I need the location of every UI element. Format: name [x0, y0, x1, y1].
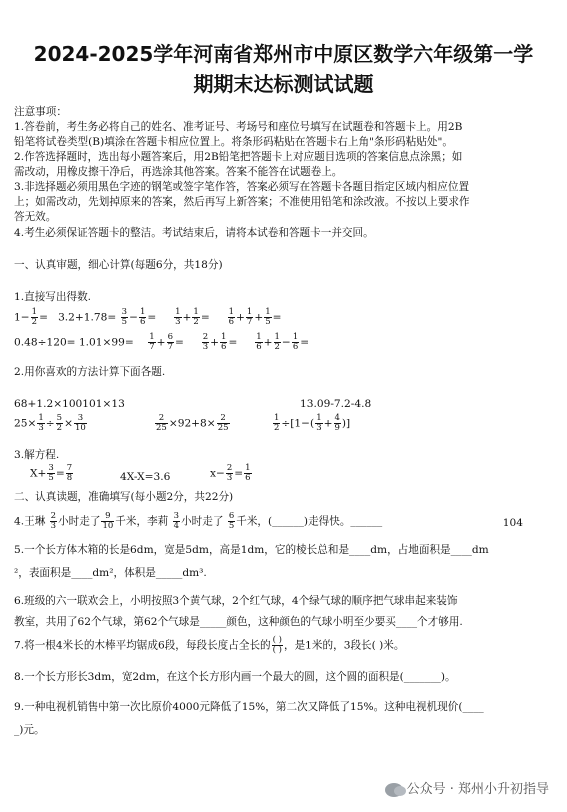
title-line-1: 2024-2025学年河南省郑州市中原区数学六年级第一学	[33, 42, 534, 66]
wechat-icon	[385, 783, 403, 797]
section-1-heading: 一、认真审题，细心计算(每题6分，共18分)	[14, 259, 223, 271]
q9-line-2: _)元。	[14, 724, 45, 736]
section-2-heading: 二、认真读题，准确填写(每小题2分，共22分)	[14, 491, 234, 503]
note-line: 需改动，用橡皮擦干净后，再选涂其他答案。答案不能答在试题卷上。	[14, 166, 343, 178]
title-line-2: 期期末达标测试试题	[193, 72, 374, 96]
q5-line-2: ²，表面积是____dm²，体积是_____dm³.	[14, 567, 207, 579]
q2-row-2-b: $\frac{2}{25}$ ×92+8× $\frac{2}{25}$	[156, 413, 229, 433]
q2-row-2-c: $\frac{1}{2}$ ÷[1−( $\frac{1}{3}$ + $\frac{4}{9}$ )]	[274, 413, 351, 433]
note-line: 4.考生必须保证答题卡的整洁。考试结束后，请将本试卷和答题卡一并交回。	[14, 227, 374, 239]
q1-row-1: 1− $\frac{1}{2}$ = 3.2+1.78= $\frac{3}{5}$ − $\frac{1}{6}$ = $\frac{1}{3}$ + $\frac{1}{2}$ = $\frac{1}{6}$ + $\frac{1}{7}$ + $\frac{1}{5}$ =	[14, 307, 282, 327]
q3-eq-c: x− $\frac{2}{3}$ = $\frac{1}{6}$	[210, 463, 251, 483]
q7: 7.将一根4米长的木棒平均锯成6段，每段长度占全长的 $\frac{( )}{( )}$ ，是1米的，3段长( )米。	[14, 635, 405, 655]
q2-heading: 2.用你喜欢的方法计算下面各题.	[14, 366, 166, 378]
note-line: 1.答卷前，考生务必将自己的姓名、准考证号、考场号和座位号填写在试题卷和答题卡上。用2B	[14, 121, 463, 133]
watermark: 公众号 · 郑州小升初指导	[385, 778, 549, 797]
q2-item: 13.09-7.2-4.8	[300, 398, 372, 410]
q3-heading: 3.解方程.	[14, 449, 60, 461]
q9-line-1: 9.一种电视机销售中第一次比原价4000元降低了15%，第二次又降低了15%。这种电视机现价(____	[14, 701, 484, 713]
q4: 4.王琳 $\frac{2}{3}$ 小时走了 $\frac{9}{10}$ 千米，李莉 $\frac{3}{4}$ 小时走了 $\frac{6}{5}$ 千米，(______)走得快。______	[14, 511, 383, 531]
q1-row-2: 0.48÷120= 1.01×99= $\frac{1}{7}$ + $\frac{6}{7}$ = $\frac{2}{3}$ + $\frac{1}{6}$ = $\frac{1}{6}$ + $\frac{1}{2}$ − $\frac{1}{6}$ =	[14, 332, 310, 352]
q3-eq-b: 4X-X=3.6	[120, 471, 171, 483]
q8: 8.一个长方形长3dm，宽2dm，在这个长方形内画一个最大的圆，这个圆的面积是(_______)。	[14, 671, 456, 683]
q2-item: 68+1.2×100101×13	[14, 398, 125, 410]
notes-heading: 注意事项：	[14, 106, 67, 118]
q1-heading: 1.直接写出得数.	[14, 291, 92, 303]
note-line: 3.非选择题必须用黑色字迹的钢笔或签字笔作答，答案必须写在答题卡各题目指定区域内相应位置	[14, 181, 470, 193]
note-line: 2.作答选择题时，选出每小题答案后，用2B铅笔把答题卡上对应题目选项的答案信息点涂黑；如	[14, 151, 463, 163]
q5-line-1: 5.一个长方体木箱的长是6dm，宽是5dm，高是1dm，它的棱长总和是____dm，占地面积是____dm	[14, 544, 489, 556]
note-line: 铅笔将试卷类型(B)填涂在答题卡相应位置上。将条形码粘贴在答题卡右上角"条形码粘贴处"。	[14, 136, 453, 148]
q2-row-2: 25× $\frac{1}{3}$ ÷ $\frac{5}{2}$ × $\frac{3}{10}$	[14, 413, 86, 433]
q6-line-1: 6.班级的六一联欢会上，小明按照3个黄气球，2个红气球，4个绿气球的顺序把气球串起来装饰	[14, 595, 458, 607]
q3-eq-a: X+ $\frac{3}{5}$ = $\frac{7}{8}$	[30, 463, 73, 483]
note-line: 上；如需改动，先划掉原来的答案，然后再写上新答案；不准使用铅笔和涂改液。不按以上要求作	[14, 196, 470, 208]
note-line: 答无效。	[14, 211, 57, 223]
q6-line-2: 教室，共用了62个气球，第62个气球是_____颜色，这种颜色的气球小明至少要买____个才够用.	[14, 616, 463, 628]
q4-number: 104	[502, 517, 523, 529]
